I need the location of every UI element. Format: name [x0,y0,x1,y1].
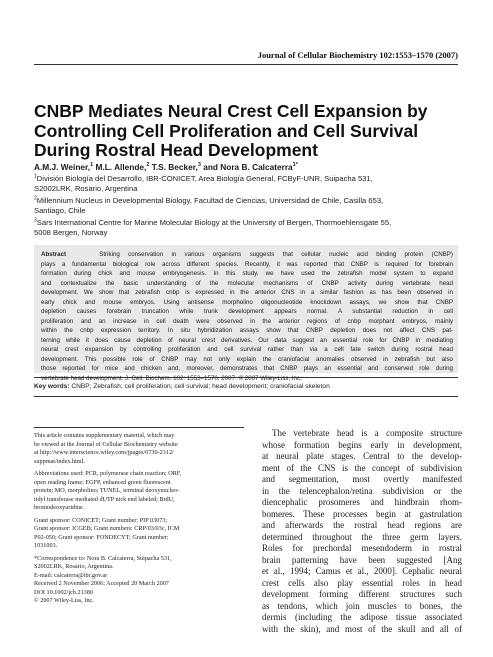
footnote-line: tidyl transferase mediated dUTP nick end labeled; BrdU, [34,495,175,503]
footnote-line: suppmat/index.html. [34,457,85,465]
affiliation-mark: 1* [292,162,298,169]
footnote-line: © 2007 Wiley-Liss, Inc. [34,597,94,604]
footnote-line: 1031003. [34,542,58,549]
body-text [262,428,462,635]
abstract-label: Abstract [41,251,67,258]
abstract-line: neural crest expansion by controlling proliferation and cell survival rather than via a cell fate switch during rostral head [41,346,453,353]
footnote-line: S2002LRK, Rosario, Argentina. [34,563,114,570]
affiliation-mark: 3 [197,162,201,169]
body-line: ment of the CNS is the concept of subdivision [262,462,462,473]
affiliation-number: 2 [34,195,37,202]
footnote-line: This article contains supplementary material, which may [34,432,175,439]
author: T.S. Becker, [149,162,198,172]
keywords-text: CNBP; Zebrafish; cell proliferation; cell survival; head development; craniofacial skeleton [69,383,330,390]
title-line: During Rostral Head Development [34,140,318,160]
affiliation-number: 1 [34,173,37,180]
author-list [34,162,298,172]
title-line: Controlling Cell Proliferation and Cell Survival [34,120,419,141]
body-line: diencephalic prosomeres and hindbrain rhom- [262,497,462,507]
abstract-line: Striking conservation in various organisms suggests that cellular nucleic acid binding protein (CNBP) [99,251,453,258]
footnote-line: bromodeoxyuridine. [34,504,85,511]
affiliation-text: 5008 Bergen, Norway [34,228,108,238]
body-line: and afterwards the rostral head regions are [262,520,462,530]
footnote-rule [34,427,244,428]
author: M.L. Allende, [93,162,147,172]
affiliation-number: 3 [34,217,37,224]
author: A.M.J. Weiner, [34,162,91,172]
abstract-box [34,245,458,382]
footnote-line: Abbreviations used: PCR, polymerase chain reaction; ORF, [34,470,182,477]
body-line: at neural plate stages. Central to the develop- [262,451,462,461]
body-line: The vertebrate head is a composite structure [272,428,462,438]
journal-citation: Journal of Cellular Biochemistry 102:1553–1570 (2007) [257,50,458,60]
divider-rule [34,396,458,397]
affiliation-2 [34,196,460,217]
affiliation-text: Millennium Nucleus in Developmental Biology, Facultad de Ciencias, Universidad de Chile, Casilla 653, [36,196,384,205]
body-line: et al., 1994; Camus et al., 2000]. Cephalic neural [262,566,462,576]
body-line: development forming different structures such [262,589,462,599]
abstract-line: terning while it does cause depletion of neural crest derivatives. Our data suggest an essential role for CNBP in mediating [41,336,453,344]
footnote-line: Grant sponsor: ICGEB; Grant numbers: CRP/03/03c, ICM [34,525,180,532]
abstract-line: those reported for mice and chicken and, moreover, demonstrates that CNBP plays an essential and conserved role during [41,365,453,372]
abstract-line: and contextualize the basic understanding of the molecular mechanisms of CNBP activity during vertebrate head [41,279,453,287]
body-line: brain patterning have been suggested [Ang [262,554,462,565]
footnote-line: Received 2 November 2006; Accepted 20 March 2007 [34,580,169,587]
keywords-label: Key words: [34,383,70,390]
abstract-text [41,250,453,383]
abstract-line: development. We show that zebrafish cnbp is expressed in the anterior CNS in a similar fashion as has been observed in [41,289,453,296]
affiliation-text: Sars International Centre for Marine Molecular Biology at the University of Bergen, Thormoehlensgate 55, [36,218,392,227]
footnote-line: E-mail: calcaterra@ibr.gov.ar [34,571,108,579]
footnote-line: P02-050; Grant sponsor: FONDECYT; Grant number: [34,533,169,541]
body-line: as tendons, which join muscles to bones, the [262,600,462,611]
footnote-line: Grant sponsor: CONICET; Grant number: PIP 03073; [34,516,168,524]
body-line: Roles for prechordal mesendoderm in rostral [262,543,462,553]
affiliation-1 [34,174,460,195]
article-title [34,102,458,161]
footnote-line: at http://www.interscience.wiley.com/jpages/0730-2312/ [34,449,174,456]
body-line: and segmentation, most overtly manifested [262,474,462,484]
footnote-line: open reading frame; EGFP, enhanced green fluorescent [34,478,171,486]
footnote-line: *Correspondence to: Nora B. Calcaterra, Suipacha 531, [34,554,172,562]
header-rule [34,64,458,65]
footnote-line: protein; MO, morpholino; TUNEL, terminal deoxynucleo- [34,487,180,494]
abstract-line: depletion causes forebrain truncation while trunk development appears normal. A substantial reduction in cell [41,308,453,315]
divider-rule [34,377,458,378]
abstract-line: development. This possible role of CNBP may not only explain the craniofacial anomalies observed in zebrafish but also [41,355,453,363]
footnote-line: DOI 10.1002/jcb.21380 [34,588,93,596]
abstract-line: proliferation and an increase in cell death were observed in the anterior regions of cnbp morphant embryos, mainly [41,317,453,325]
abstract-line: plays a fundamental biological role across different species. Recently, it was reported that CNBP is required for forebrain [41,260,453,268]
body-line: determined throughout the three germ layers. [262,531,462,542]
affiliation-3 [34,218,460,239]
body-line: dermis (including the adipose tissue associated [262,612,462,622]
abstract-line: early chick and mouse embryos. Using antisense morpholino oligonucleotide knockdown assays, we show that CNBP [41,298,453,306]
affiliation-mark: 2 [146,162,150,169]
body-line: bomeres. These processes begin at gastrulation [262,508,462,519]
footnote-line: be viewed at the Journal of Cellular Biochemistry website [34,440,178,448]
title-line: CNBP Mediates Neural Crest Cell Expansion by [34,101,428,121]
affiliation-mark: 1 [90,162,94,169]
author: and Nora B. Calcaterra [200,162,293,172]
abstract-line: within the cnbp expression territory. In situ hybridization assays show that CNBP depletion does not affect CNS pat- [41,327,453,334]
keywords [34,383,458,390]
affiliation-text: División Biología del Desarrollo, IBR-CONICET, Area Biología General, FCByF-UNR, Suipacha 531, [36,174,373,183]
abstract-line: vertebrate head development. J. Cell. Biochem. 102: 1553–1570, 2007. © 2007 Wiley-Liss, Inc. [41,374,302,382]
affiliation-text: Santiago, Chile [34,206,86,216]
body-line: whose formation begins early in development, [262,439,462,450]
footnotes [34,432,244,606]
abstract-line: formation during chick and mouse embryogenesis. In this study, we have used the zebrafish model system to expand [41,270,453,277]
body-line: with the skin), and most of the skull and all of [262,623,462,634]
body-line: crest cells also play essential roles in head [262,577,462,588]
affiliation-text: S2002LRK, Rosario, Argentina [34,184,138,194]
body-line: in the telencephalon/retina subdivision or the [262,485,462,496]
